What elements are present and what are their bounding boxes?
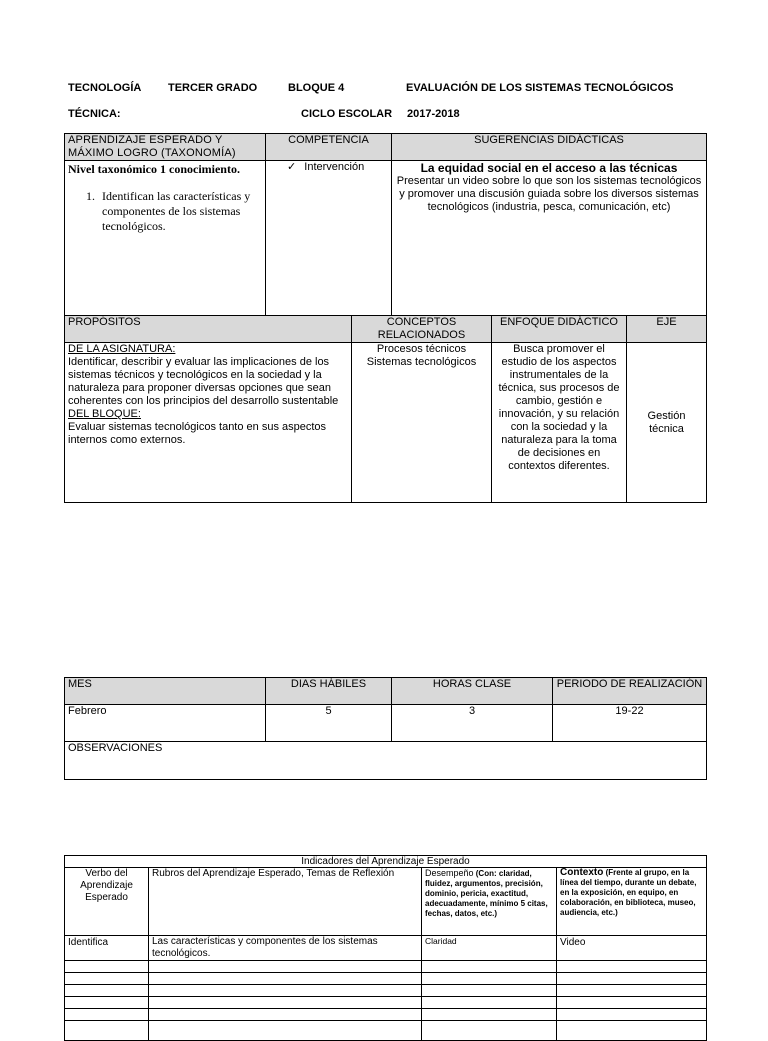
context-header-note: (Frente al grupo, en la línea del tiempo, durante un debate, en la exposición, en equipo, en colaboración, en biblioteca, museo, audiencia, etc.) xyxy=(560,868,697,917)
suggestion-title: La equidad social en el acceso a las técnicas xyxy=(420,161,678,175)
month-header: MES xyxy=(65,678,266,705)
didactic-suggestions-cell xyxy=(392,161,707,317)
concept-item: Sistemas tecnológicos xyxy=(366,356,477,368)
schedule-table xyxy=(64,677,707,780)
competence-cell xyxy=(266,161,392,317)
document-title: EVALUACIÓN DE LOS SISTEMAS TECNOLÓGICOS xyxy=(406,82,674,94)
taxonomy-level: Nivel taxonómico 1 conocimiento. xyxy=(68,162,240,176)
concept-item: Procesos técnicos xyxy=(376,343,467,355)
indicators-title: Indicadores del Aprendizaje Esperado xyxy=(65,856,707,868)
learning-list-text: Identifican las características y componentes de los sistemas tecnológicos. xyxy=(102,189,251,233)
subject-label: TECNOLOGÍA xyxy=(68,82,142,94)
subject-purpose-label: DE LA ASIGNATURA: xyxy=(68,343,176,355)
axis-header: EJE xyxy=(627,316,707,343)
list-number: 1. xyxy=(86,189,95,203)
subject-purpose-text: Identificar, describir y evaluar las implicaciones de los sistemas técnicos y tecnológicos en la sociedad y la naturaleza para proponer diversas opciones que sean coherentes con los principios del desarrollo sustentable xyxy=(68,356,339,407)
didactic-approach-cell: Busca promover el estudio de los aspectos instrumentales de la técnica, sus procesos de cambio, gestión e innovación, y su relación con la sociedad y la naturaleza para la toma de decisiones en contextos diferentes. xyxy=(492,343,627,503)
indicators-table xyxy=(64,855,707,1041)
table-row xyxy=(65,985,707,997)
class-hours-header: HORAS CLASE xyxy=(392,678,553,705)
performance-header-title: Desempeño xyxy=(425,868,474,878)
related-concepts-cell xyxy=(352,343,492,503)
performance-value: Claridad xyxy=(422,936,557,961)
learning-list-item xyxy=(68,189,262,234)
class-hours-value: 3 xyxy=(392,705,553,742)
competence-header: COMPETENCIA xyxy=(266,134,392,161)
period-header: PERIODO DE REALIZACIÓN xyxy=(553,678,707,705)
competence-value: Intervención xyxy=(304,161,365,173)
check-icon: ✓ xyxy=(287,161,297,173)
didactic-suggestions-header: SUGERENCIAS DIDÁCTICAS xyxy=(392,134,707,161)
table-row xyxy=(65,973,707,985)
cycle-label: CICLO ESCOLAR xyxy=(301,108,393,120)
purposes-header: PROPÓSITOS xyxy=(65,316,352,343)
related-concepts-header: CONCEPTOS RELACIONADOS xyxy=(352,316,492,343)
working-days-header: DIAS HÁBILES xyxy=(266,678,392,705)
working-days-value: 5 xyxy=(266,705,392,742)
cycle-value: 2017-2018 xyxy=(407,108,460,120)
learning-table xyxy=(64,133,707,317)
suggestion-body: Presentar un video sobre lo que son los sistemas tecnológicos y promover una discusión guiada sobre los diversos sistemas tecnológicos (industria, pesca, comunicación, etc) xyxy=(396,175,702,213)
period-value: 19-22 xyxy=(553,705,707,742)
axis-value: Gestión técnica xyxy=(647,409,686,435)
purposes-cell xyxy=(65,343,352,503)
observations-cell: OBSERVACIONES xyxy=(65,742,707,780)
expected-learning-cell xyxy=(65,161,266,317)
purposes-table xyxy=(64,315,707,503)
block-label: BLOQUE 4 xyxy=(288,82,345,94)
technique-label: TÉCNICA: xyxy=(68,108,121,120)
performance-header xyxy=(422,868,557,936)
context-header xyxy=(557,868,707,936)
month-value: Febrero xyxy=(65,705,266,742)
context-value: Video xyxy=(557,936,707,961)
axis-cell xyxy=(627,343,707,503)
verb-header: Verbo del Aprendizaje Esperado xyxy=(65,868,149,936)
block-purpose-text: Evaluar sistemas tecnológicos tanto en sus aspectos internos como externos. xyxy=(68,421,327,446)
block-purpose-label: DEL BLOQUE: xyxy=(68,408,141,420)
context-header-title: Contexto xyxy=(560,867,604,878)
table-row xyxy=(65,961,707,973)
verb-value: Identifica xyxy=(65,936,149,961)
table-row xyxy=(65,997,707,1009)
didactic-approach-header: ENFOQUE DIDÁCTICO xyxy=(492,316,627,343)
rubric-value: Las características y componentes de los sistemas tecnológicos. xyxy=(149,936,422,961)
grade-label: TERCER GRADO xyxy=(168,82,258,94)
table-row xyxy=(65,1009,707,1021)
performance-header-note: (Con: claridad, fluidez, argumentos, precisión, dominio, pericia, exactitud, adecuadamente, mínimo 5 citas, fechas, datos, etc.) xyxy=(425,869,548,918)
rubrics-header: Rubros del Aprendizaje Esperado, Temas de Reflexión xyxy=(149,868,422,936)
expected-learning-header: APRENDIZAJE ESPERADO Y MÁXIMO LOGRO (TAXONOMÍA) xyxy=(65,134,266,161)
